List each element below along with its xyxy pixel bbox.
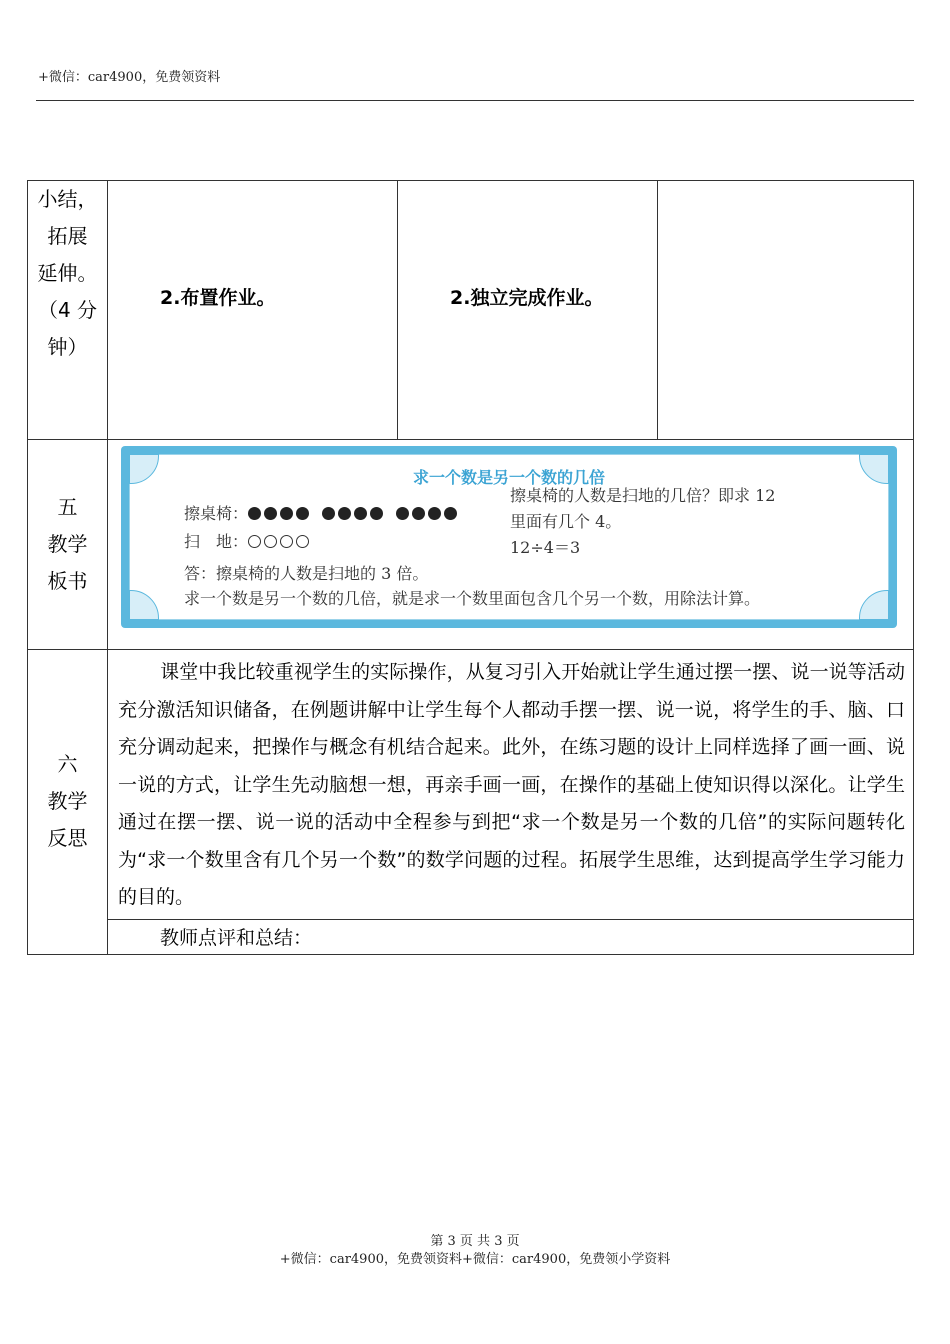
- filled-dot: [444, 507, 457, 520]
- empty-dot: [264, 535, 277, 548]
- reflection-text: 课堂中我比较重视学生的实际操作，从复习引入开始就让学生通过摆一摆、说一说等活动充分激活知识储备，在例题讲解中让学生每个人都动手摆一摆、说一说，将学生的手、脑、口充分调动起来，把操作与概念有机结合起来。此外，在练习题的设计上同样选择了画一画、说一说的方式，让学生先动脑想一想，再亲手画一画，在操作的基础上使知识得以深化。让学生通过在摆一摆、说一说的活动中全程参与到把“求一个数是另一个数的几倍”的实际问题转化为“求一个数里含有几个另一个数”的数学问题的过程。拓展学生思维，达到提高学生学习能力的目的。: [118, 661, 905, 908]
- header-watermark-text: +微信：car4900，免费领资料: [38, 70, 221, 85]
- sweeping-label: 扫 地：: [184, 532, 249, 551]
- stage-label-line: （4 分: [37, 298, 98, 322]
- desk-cleaning-label: 擦桌椅：: [184, 504, 249, 523]
- empty-dot: [248, 535, 261, 548]
- filled-dot: [354, 507, 367, 520]
- stage-label-line: 延伸。: [37, 261, 98, 285]
- design-intent-cell: [658, 181, 914, 440]
- student-activity-text: 2.独立完成作业。: [450, 286, 604, 309]
- filled-dot: [338, 507, 351, 520]
- teacher-comment-label: 教师点评和总结：: [160, 927, 313, 949]
- empty-dot: [296, 535, 309, 548]
- dot-group: [396, 504, 460, 523]
- summary-stage-label: [28, 181, 108, 440]
- filled-dot: [296, 507, 309, 520]
- reflection-stage-label: [28, 650, 108, 955]
- stage-label-line: 教学: [47, 789, 88, 814]
- empty-dot: [280, 535, 293, 548]
- comment-row: [28, 919, 914, 954]
- division-equation: 12÷4＝3: [510, 538, 581, 557]
- student-activity-cell: [398, 181, 658, 440]
- filled-dots: [248, 504, 470, 523]
- summary-row: [28, 181, 914, 440]
- board-row: [28, 440, 914, 650]
- dot-group: [248, 504, 312, 523]
- filled-dot: [248, 507, 261, 520]
- teacher-activity-cell: [108, 181, 398, 440]
- stage-label-line: 教学: [47, 532, 88, 556]
- question-line-1: 擦桌椅的人数是扫地的几倍？即求 12: [510, 486, 776, 505]
- stage-label-line: 六: [57, 752, 78, 777]
- filled-dot: [412, 507, 425, 520]
- filled-dot: [322, 507, 335, 520]
- stage-label-line: 五: [57, 495, 78, 519]
- header-divider: [36, 100, 914, 101]
- board-cell: [108, 440, 914, 650]
- desk-cleaning-row: [184, 501, 470, 524]
- teacher-activity-text: 2.布置作业。: [160, 286, 276, 309]
- lesson-plan-table: [27, 180, 914, 955]
- reflection-row: [28, 650, 914, 920]
- page-number: 第 3 页 共 3 页: [430, 1234, 520, 1249]
- empty-dots: [248, 532, 312, 551]
- stage-label-line: 反思: [47, 826, 88, 851]
- board-title: 求一个数是另一个数的几倍: [412, 468, 605, 487]
- filled-dot: [280, 507, 293, 520]
- teacher-comment-cell: [108, 919, 914, 954]
- sweeping-row: [184, 529, 312, 552]
- corner-ornament: [129, 590, 159, 620]
- filled-dot: [428, 507, 441, 520]
- stage-label-line: 小结，: [37, 187, 98, 211]
- stage-label-line: 钟）: [47, 335, 88, 359]
- dot-group: [322, 504, 386, 523]
- blackboard-illustration: [121, 446, 897, 628]
- board-stage-label: [28, 440, 108, 650]
- footer-watermark-text: +微信：car4900，免费领资料+微信：car4900，免费领小学资料: [279, 1252, 671, 1267]
- reflection-cell: [108, 650, 914, 920]
- conclusion-text: 求一个数是另一个数的几倍，就是求一个数里面包含几个另一个数，用除法计算。: [184, 589, 761, 608]
- filled-dot: [264, 507, 277, 520]
- question-line-2: 里面有几个 4。: [510, 512, 622, 531]
- answer-text: 答：擦桌椅的人数是扫地的 3 倍。: [184, 564, 429, 583]
- filled-dot: [370, 507, 383, 520]
- blackboard-panel: [129, 454, 889, 620]
- stage-label-line: 拓展: [47, 224, 88, 248]
- filled-dot: [396, 507, 409, 520]
- stage-label-line: 板书: [47, 569, 88, 593]
- corner-ornament: [859, 590, 889, 620]
